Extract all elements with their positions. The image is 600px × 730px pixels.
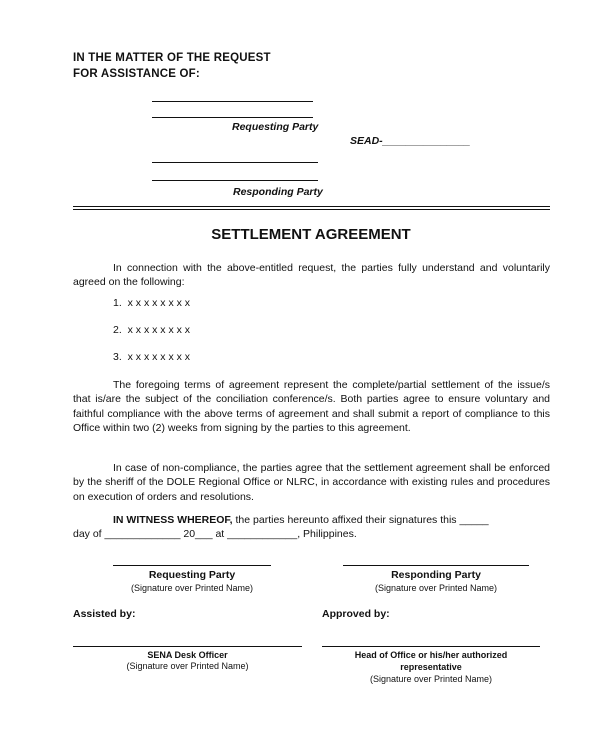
head-office-label-2: representative (400, 662, 462, 672)
item-number: 2. (113, 324, 122, 336)
list-item (113, 296, 190, 310)
caption-line-1: IN THE MATTER OF THE REQUEST (73, 52, 271, 64)
approved-by-label: Approved by: (322, 608, 390, 620)
responding-party-signature-caption: (Signature over Printed Name) (374, 583, 498, 593)
requesting-party-signature-label: Requesting Party (148, 569, 236, 581)
item-text: x x x x x x x x (127, 351, 191, 363)
item-number: 3. (113, 351, 122, 363)
divider-bottom (73, 209, 550, 210)
terms-paragraph (73, 378, 550, 435)
list-item (113, 350, 190, 364)
requesting-party-label: Requesting Party (232, 121, 319, 133)
item-text: x x x x x x x x (127, 297, 191, 309)
head-office-caption: (Signature over Printed Name) (369, 674, 493, 684)
responding-party-signature-label: Responding Party (391, 569, 481, 581)
responding-party-blank-1 (152, 162, 318, 163)
item-text: x x x x x x x x (127, 324, 191, 336)
divider-top (73, 206, 550, 207)
responding-party-signature-line[interactable] (343, 565, 529, 566)
witness-line-1 (113, 513, 489, 527)
intro-text: In connection with the above-entitled request, the parties fully understand and voluntarily agreed on the following: (73, 262, 550, 289)
sena-officer-signature-line[interactable] (73, 646, 302, 647)
sead-field: SEAD-_______________ (350, 135, 471, 147)
responding-party-label: Responding Party (233, 186, 323, 198)
requesting-party-signature-caption: (Signature over Printed Name) (130, 583, 254, 593)
noncompliance-paragraph (73, 461, 550, 504)
head-office-label-1: Head of Office or his/her authorized (354, 650, 508, 660)
noncompliance-text: In case of non-compliance, the parties agree that the settlement agreement shall be enforced by the sheriff of the DOLE Regional Office or NLRC, in accordance with existing rules and procedures on execution of orders and resolutions. (73, 462, 550, 503)
head-office-signature-line[interactable] (322, 646, 540, 647)
intro-paragraph (73, 261, 550, 290)
assisted-by-label: Assisted by: (73, 608, 136, 620)
witness-bold: IN WITNESS WHEREOF, (113, 514, 233, 526)
responding-party-blank-2 (152, 180, 318, 181)
terms-text: The foregoing terms of agreement represent the complete/partial settlement of the issue/s that is/are the subject of the conciliation conference/s. Both parties agree to ensure voluntary and faithful compliance with the above terms of agreement and shall submit a report of compliance to this Office within two (2) weeks from signing by the parties to this agreement. (73, 379, 550, 434)
item-number: 1. (113, 297, 122, 309)
requesting-party-blank-2 (152, 117, 313, 118)
caption-line-2: FOR ASSISTANCE OF: (73, 68, 200, 80)
sena-officer-caption: (Signature over Printed Name) (126, 661, 249, 671)
requesting-party-signature-line[interactable] (113, 565, 271, 566)
sena-officer-label: SENA Desk Officer (147, 650, 228, 660)
list-item (113, 323, 190, 337)
page-title: SETTLEMENT AGREEMENT (211, 226, 411, 243)
requesting-party-blank-1 (152, 101, 313, 102)
witness-line-2: day of _____________ 20___ at ____________, Philippines. (73, 528, 357, 540)
witness-rest: the parties hereunto affixed their signatures this _____ (232, 514, 489, 526)
